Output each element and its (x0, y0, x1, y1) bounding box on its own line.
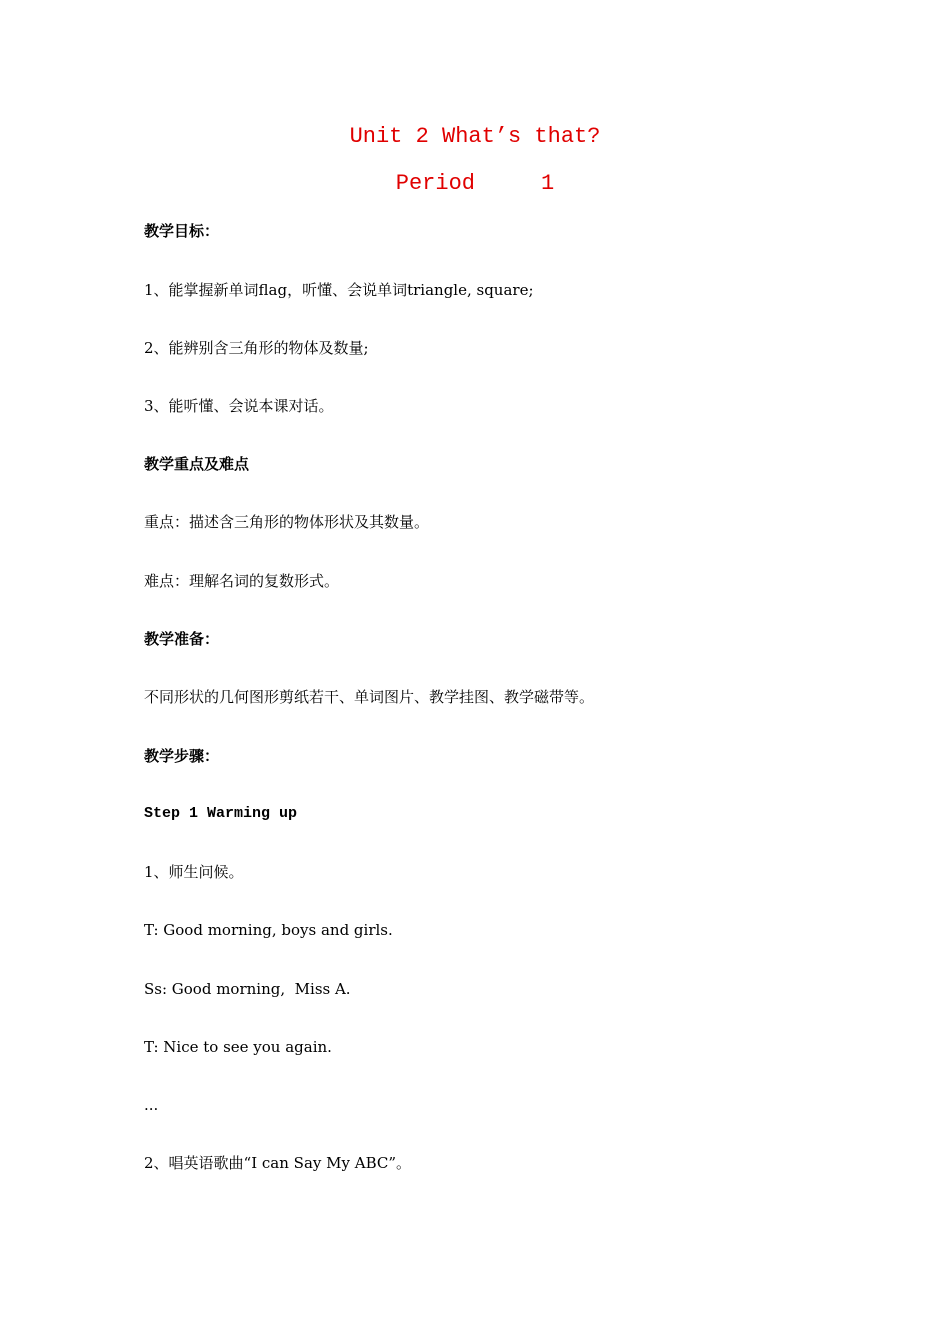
difficult-point: 难点：理解名词的复数形式。 (144, 572, 340, 590)
key-point: 重点：描述含三角形的物体形状及其数量。 (144, 513, 430, 531)
preparation-materials: 不同形状的几何图形剪纸若干、单词图片、教学挂图、教学磁带等。 (144, 688, 595, 706)
ellipsis: ... (144, 1096, 159, 1114)
dialogue-line-3: T: Nice to see you again. (144, 1038, 332, 1056)
dialogue-line-2: Ss: Good morning, Miss A. (144, 980, 351, 998)
objective-3: 3、能听懂、会说本课对话。 (144, 397, 334, 415)
step-1-item-2: 2、唱英语歌曲“I can Say My ABC”。 (144, 1154, 412, 1172)
document-title: Unit 2 What’s that? (349, 124, 601, 149)
step-1-heading: Step 1 Warming up (144, 805, 298, 822)
document-subtitle: Period 1 (395, 171, 555, 196)
objective-1: 1、能掌握新单词flag，听懂、会说单词triangle, square; (144, 281, 534, 299)
heading-preparation: 教学准备： (144, 630, 220, 648)
heading-teaching-objectives: 教学目标： (144, 222, 220, 240)
objective-2: 2、能辨别含三角形的物体及数量; (144, 339, 369, 357)
heading-key-points: 教学重点及难点 (144, 455, 250, 473)
dialogue-line-1: T: Good morning, boys and girls. (144, 921, 393, 939)
heading-teaching-steps: 教学步骤： (144, 747, 220, 765)
step-1-item-1: 1、师生问候。 (144, 863, 244, 881)
